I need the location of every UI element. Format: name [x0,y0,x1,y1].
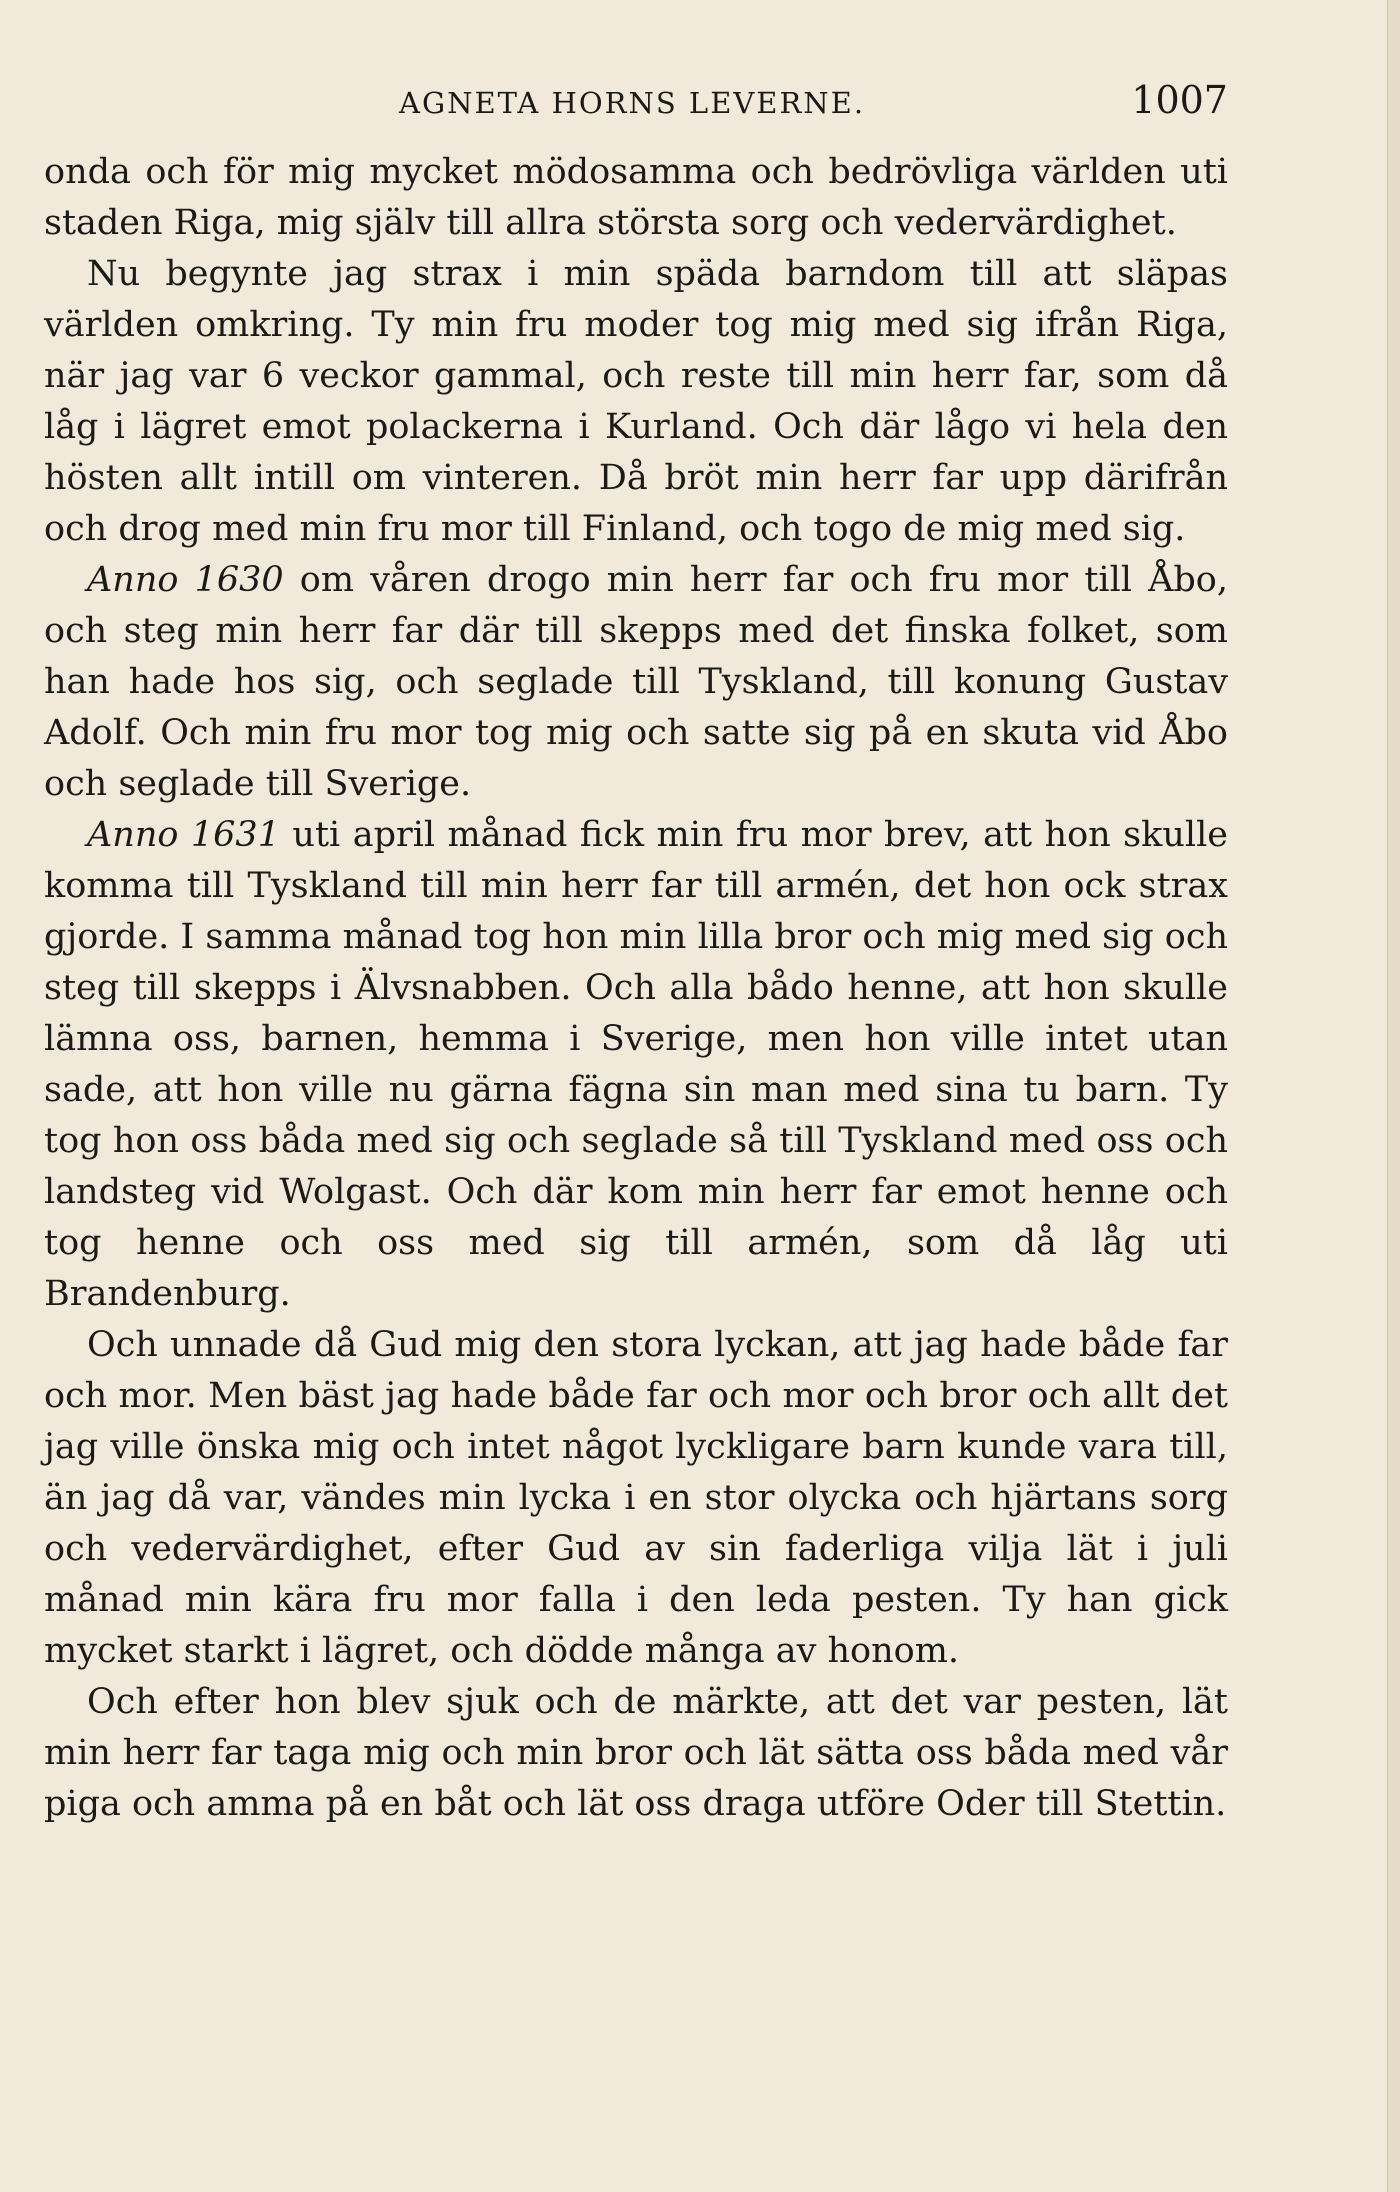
paragraph [44,1320,1228,1677]
paragraph-lead: Anno 1630 [87,560,284,600]
running-title: AGNETA HORNS LEVERNE. [399,86,866,120]
page-number: 1007 [1131,78,1228,122]
paragraph-text: uti april månad fick min fru mor brev, att hon skulle komma till Tyskland till min herr far till armén, det hon ock strax gjorde. I samma månad tog hon min lilla bror och mig med sig och steg till skepps i Älvsnabben. Och alla bådo henne, att hon skulle lämna oss, barnen, hemma i Sverige, men hon ville intet utan sade, att hon ville nu gärna fägna sin man med sina tu barn. Ty tog hon oss båda med sig och seglade så till Tyskland med oss och landsteg vid Wolgast. Och där kom min herr far emot henne och tog henne och oss med sig till armén, som då låg uti Brandenburg. [44,815,1228,1314]
paragraph [44,249,1228,555]
paragraph-text: om våren drogo min herr far och fru mor till Åbo, och steg min herr far där till skepps med det finska folket, som han hade hos sig, och seglade till Tyskland, till konung Gustav Adolf. Och min fru mor tog mig och satte sig på en skuta vid Åbo och seglade till Sverige. [44,560,1228,804]
paragraph-continuation [44,147,1228,249]
paragraph-text: Och unnade då Gud mig den stora lyckan, att jag hade både far och mor. Men bäst jag hade både far och mor och bror och allt det jag ville önska mig och intet något lyckligare barn kunde vara till, än jag då var, vändes min lycka i en stor olycka och hjärtans sorg och vedervärdighet, efter Gud av sin faderliga vilja lät i juli månad min kära fru mor falla i den leda pesten. Ty han gick mycket starkt i lägret, och dödde många av honom. [44,1325,1228,1671]
page-header [44,78,1228,128]
paragraph-text: onda och för mig mycket mödosamma och bedrövliga världen uti staden Riga, mig själv till allra största sorg och vedervärdighet. [44,152,1228,243]
body-text [44,147,1228,1830]
page-edge [1387,0,1400,2192]
paragraph [44,555,1228,810]
paragraph-text: Nu begynte jag strax i min späda barndom till att släpas världen omkring. Ty min fru moder tog mig med sig ifrån Riga, när jag var 6 veckor gammal, och reste till min herr far, som då låg i lägret emot polackerna i Kurland. Och där lågo vi hela den hösten allt intill om vinteren. Då bröt min herr far upp därifrån och drog med min fru mor till Finland, och togo de mig med sig. [44,254,1228,549]
paragraph [44,1677,1228,1830]
paragraph [44,810,1228,1320]
paragraph-text: Och efter hon blev sjuk och de märkte, att det var pesten, lät min herr far taga mig och min bror och lät sätta oss båda med vår piga och amma på en båt och lät oss draga utföre Oder till Stettin. [44,1682,1228,1824]
paragraph-lead: Anno 1631 [87,815,280,855]
